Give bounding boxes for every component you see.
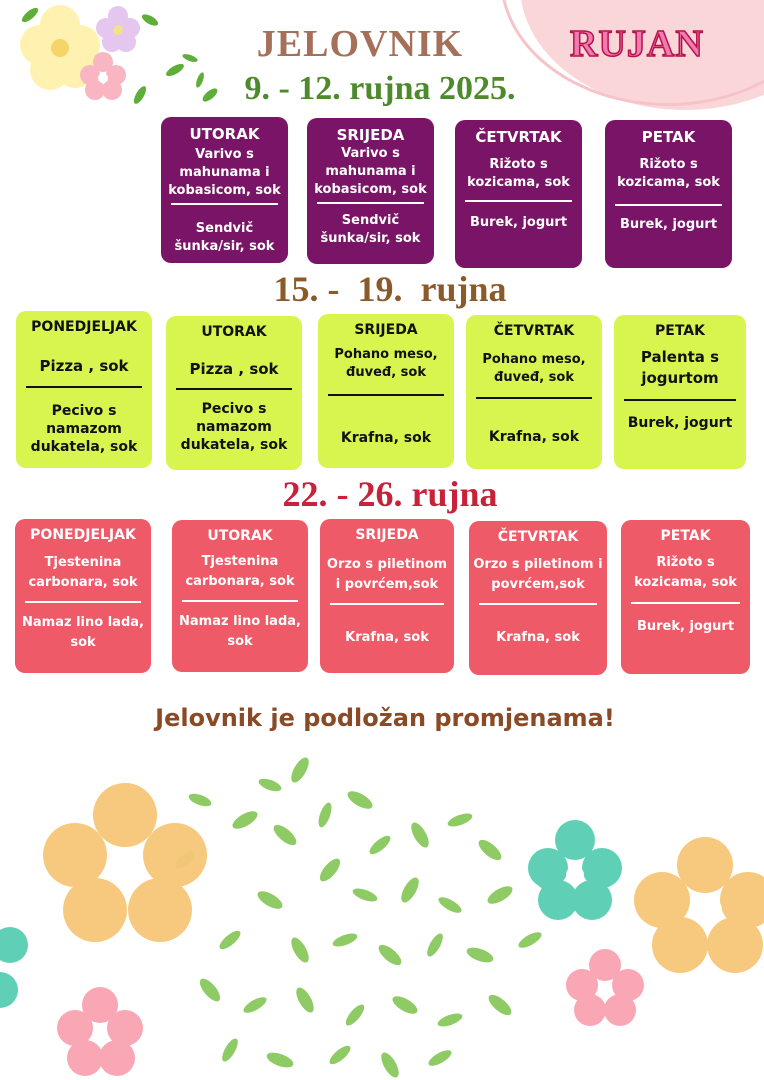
divider (615, 204, 722, 206)
meal-snack: Pecivo s namazom dukatela, sok (180, 401, 288, 453)
divider (330, 603, 444, 605)
divider (476, 397, 592, 399)
day-label: UTORAK (189, 125, 260, 143)
meal-main: Varivo s mahunama i kobasicom, sok (314, 146, 427, 197)
meal-snack: Sendvič šunka/sir, sok (320, 213, 421, 246)
flower-icon (96, 6, 140, 52)
meal-main: Rižoto s kozicama, sok (617, 157, 720, 190)
divider (465, 200, 572, 202)
meal-main: Palenta s jogurtom (640, 348, 720, 387)
week3-card-ponedjeljak (15, 519, 151, 673)
meal-main: Rižoto s kozicama, sok (467, 157, 570, 190)
week2-dates-heading: 15. - 19. rujna (273, 269, 507, 309)
week3-dates-heading: 22. - 26. rujna (282, 474, 498, 514)
week3-card-cetvrtak (469, 521, 607, 675)
day-label: PETAK (655, 323, 705, 339)
divider (479, 603, 597, 605)
meal-snack: Burek, jogurt (627, 415, 733, 431)
flower-icon (528, 820, 622, 920)
week1-card-utorak (161, 117, 288, 263)
meal-snack: Krafna, sok (345, 630, 429, 645)
meal-main: Varivo s mahunama i kobasicom, sok (168, 147, 281, 198)
day-label: PETAK (641, 128, 696, 146)
meal-main: Pohano meso, đuveđ, sok (482, 352, 586, 385)
day-label: PONEDJELJAK (31, 319, 137, 335)
divider (176, 388, 292, 390)
month-badge: RUJAN (570, 23, 704, 65)
flower-leaf-decoration (0, 740, 764, 1080)
divider (171, 203, 278, 205)
week3-card-utorak (172, 520, 308, 672)
meal-snack: Sendvič šunka/sir, sok (174, 221, 275, 254)
meal-snack: Namaz lino lada, sok (179, 614, 301, 649)
week2-card-cetvrtak (466, 315, 602, 469)
meal-main: Rižoto s kozicama, sok (634, 555, 737, 590)
leaf-icon (173, 755, 553, 1080)
meal-snack: Krafna, sok (488, 429, 580, 445)
week2-card-utorak (166, 316, 302, 470)
day-label: ČETVRTAK (475, 128, 562, 146)
day-label: PETAK (660, 528, 711, 544)
week2-card-petak (614, 315, 746, 469)
day-label: UTORAK (207, 528, 273, 544)
meal-snack: Burek, jogurt (469, 215, 568, 230)
week1-dates-heading: 9. - 12. rujna 2025. (244, 70, 516, 107)
day-label: SRIJEDA (336, 126, 405, 144)
week1-card-srijeda (307, 118, 434, 264)
meal-main: Orzo s piletinom i povrćem,sok (473, 557, 603, 592)
day-label: SRIJEDA (354, 322, 418, 338)
meal-snack: Burek, jogurt (636, 619, 735, 634)
week3-card-srijeda (320, 519, 454, 673)
week1-card-cetvrtak (455, 120, 582, 268)
week2-card-srijeda (318, 314, 454, 468)
week2-card-ponedjeljak (16, 311, 152, 468)
page-title: JELOVNIK (256, 23, 464, 65)
flower-icon (57, 987, 143, 1076)
divider (328, 394, 444, 396)
divider (317, 202, 424, 204)
meal-snack: Krafna, sok (340, 430, 432, 446)
flower-icon (43, 783, 207, 942)
meal-snack: Krafna, sok (496, 630, 580, 645)
week3-card-petak (621, 520, 750, 674)
divider (631, 602, 740, 604)
meal-snack: Pecivo s namazom dukatela, sok (30, 403, 138, 455)
meal-main: Tjestenina carbonara, sok (185, 554, 295, 589)
week1-card-petak (605, 120, 732, 268)
divider (25, 601, 141, 603)
day-label: PONEDJELJAK (30, 527, 136, 543)
flower-icon (566, 949, 644, 1026)
flower-icon (634, 837, 764, 973)
meal-main: Pizza , sok (189, 360, 279, 378)
day-label: ČETVRTAK (497, 529, 579, 545)
meal-snack: Burek, jogurt (619, 217, 718, 232)
day-label: ČETVRTAK (493, 323, 575, 339)
flower-icon (0, 927, 28, 1008)
divider (182, 600, 298, 602)
meal-main: Tjestenina carbonara, sok (28, 555, 138, 590)
meal-main: Orzo s piletinom i povrćem,sok (326, 557, 448, 592)
meal-snack: Namaz lino lada, sok (22, 615, 144, 650)
day-label: UTORAK (201, 324, 267, 340)
day-label: SRIJEDA (355, 527, 419, 543)
meal-main: Pohano meso, đuveđ, sok (334, 347, 438, 380)
meal-main: Pizza , sok (39, 357, 129, 375)
divider (624, 399, 736, 401)
disclaimer-note: Jelovnik je podložan promjenama! (155, 704, 615, 732)
divider (26, 386, 142, 388)
